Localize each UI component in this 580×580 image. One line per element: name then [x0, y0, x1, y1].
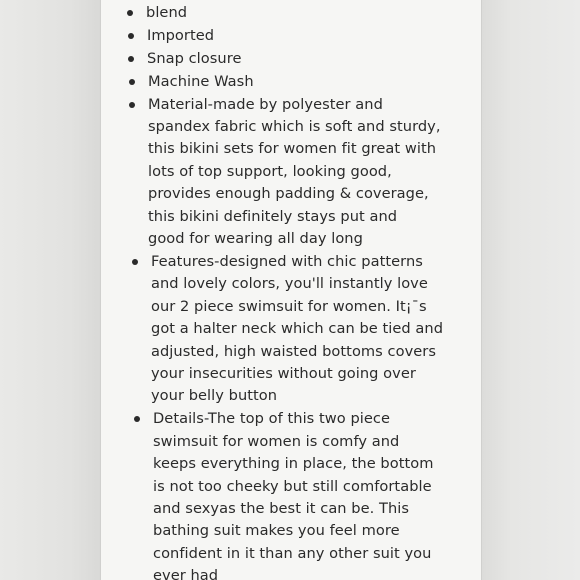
list-item — [100, 2, 482, 24]
bullet-icon — [128, 33, 134, 39]
list-item — [100, 251, 482, 408]
bullet-icon — [134, 416, 140, 422]
list-item — [100, 48, 482, 70]
bullet-text: Snap closure — [147, 49, 242, 67]
bullet-text: Material-made by polyester and spandex fabric which is soft and sturdy, this bikini sets for women fit great with lots of top support, looking good, provides enough padding & coverage, this bikini definitely stays put and good for wearing all day long — [148, 95, 441, 248]
bullet-icon — [132, 259, 138, 265]
product-description-panel — [100, 0, 482, 580]
bullet-icon — [129, 102, 135, 108]
bullet-text: Details-The top of this two piece swimsuit for women is comfy and keeps everything in place, the bottom is not too cheeky but still comfortable and sexyas the best it can be. This bathing suit makes you feel more confident in it than any other suit you ever had — [153, 410, 434, 580]
bullet-icon — [129, 79, 135, 85]
feature-bullet-list — [100, 2, 482, 580]
bullet-text: Machine Wash — [148, 72, 254, 90]
bullet-text: Imported — [147, 26, 215, 44]
list-item — [100, 408, 482, 580]
list-item — [100, 94, 482, 251]
background-right — [482, 0, 580, 580]
bullet-text: blend — [146, 4, 188, 21]
list-item — [100, 71, 482, 93]
background-left — [0, 0, 100, 580]
bullet-icon — [127, 10, 133, 16]
list-item — [100, 25, 482, 47]
bullet-icon — [128, 56, 134, 62]
bullet-text: Features-designed with chic patterns and lovely colors, you'll instantly love our 2 piece swimsuit for women. It¡¯s got a halter neck which can be tied and adjusted, high waisted bottoms covers your insecurities without going over your belly button — [151, 252, 444, 405]
